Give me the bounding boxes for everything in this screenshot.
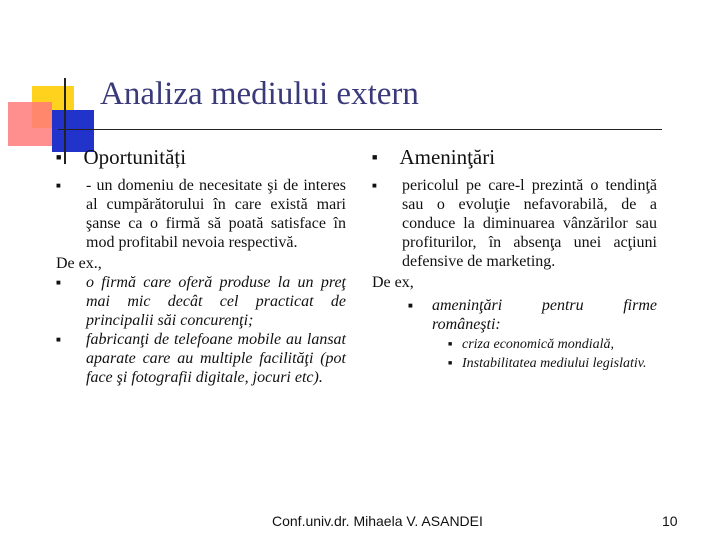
threats-subsub-item-2 (448, 355, 657, 372)
threats-example-label: De ex, (372, 274, 414, 291)
threats-subsub-item-2-text: Instabilitatea mediului legislativ. (462, 356, 647, 371)
opportunities-example-2-text: fabricanţi de telefoane mobile au lansat aparate care au multiple facilităţi (pot face şi fotografii digitale, jocuri etc). (86, 331, 346, 386)
square-bullet-icon: ■ (448, 359, 453, 367)
threats-heading: Ameninţări (399, 145, 496, 169)
square-bullet-icon: ■ (56, 152, 62, 162)
square-bullet-icon: ■ (372, 181, 377, 190)
threats-subsub-item-1-text: criza economică mondială, (462, 337, 615, 352)
threats-sub-item (408, 296, 657, 334)
decor-horizontal-line (58, 129, 662, 130)
threats-definition-text: pericolul pe care-l prezintă o tendinţă sau o evoluţie nefavorabilă, de a conduce la diminuarea vânzărilor sau profiturilor, în absenţa unei acţiuni defensive de marketing. (402, 177, 657, 270)
footer-author: Conf.univ.dr. Mihaela V. ASANDEI (272, 513, 483, 529)
decor-red-square (8, 102, 52, 146)
square-bullet-icon: ■ (56, 278, 61, 287)
square-bullet-icon: ■ (448, 340, 453, 348)
opportunities-example-2 (56, 330, 346, 387)
square-bullet-icon: ■ (408, 301, 413, 310)
page-number: 10 (662, 513, 678, 529)
opportunities-example-1 (56, 273, 346, 330)
opportunities-definition (56, 176, 346, 252)
opportunities-example-label: De ex., (56, 255, 102, 272)
square-bullet-icon: ■ (372, 152, 378, 162)
square-bullet-icon: ■ (56, 181, 61, 190)
opportunities-heading-row (56, 144, 346, 170)
threats-definition (372, 176, 657, 271)
slide-title: Analiza mediului extern (100, 76, 419, 112)
threats-subsub-item-1 (448, 336, 657, 353)
threats-column (372, 144, 657, 372)
threats-heading-row (372, 144, 657, 170)
threats-sub-item-text: ameninţări pentru firme româneşti: (432, 297, 657, 333)
opportunities-heading: Oportunități (83, 145, 187, 169)
square-bullet-icon: ■ (56, 335, 61, 344)
opportunities-column (56, 144, 346, 387)
opportunities-definition-text: - un domeniu de necesitate şi de interes al cumpărătorului în care există mari şanse ca o firmă să poată satisface în mod profitabil nevoia respectivă. (86, 177, 346, 251)
opportunities-example-1-text: o firmă care oferă produse la un preţ mai mic decât cel practicat de principalii săi concurenţi; (86, 274, 346, 329)
